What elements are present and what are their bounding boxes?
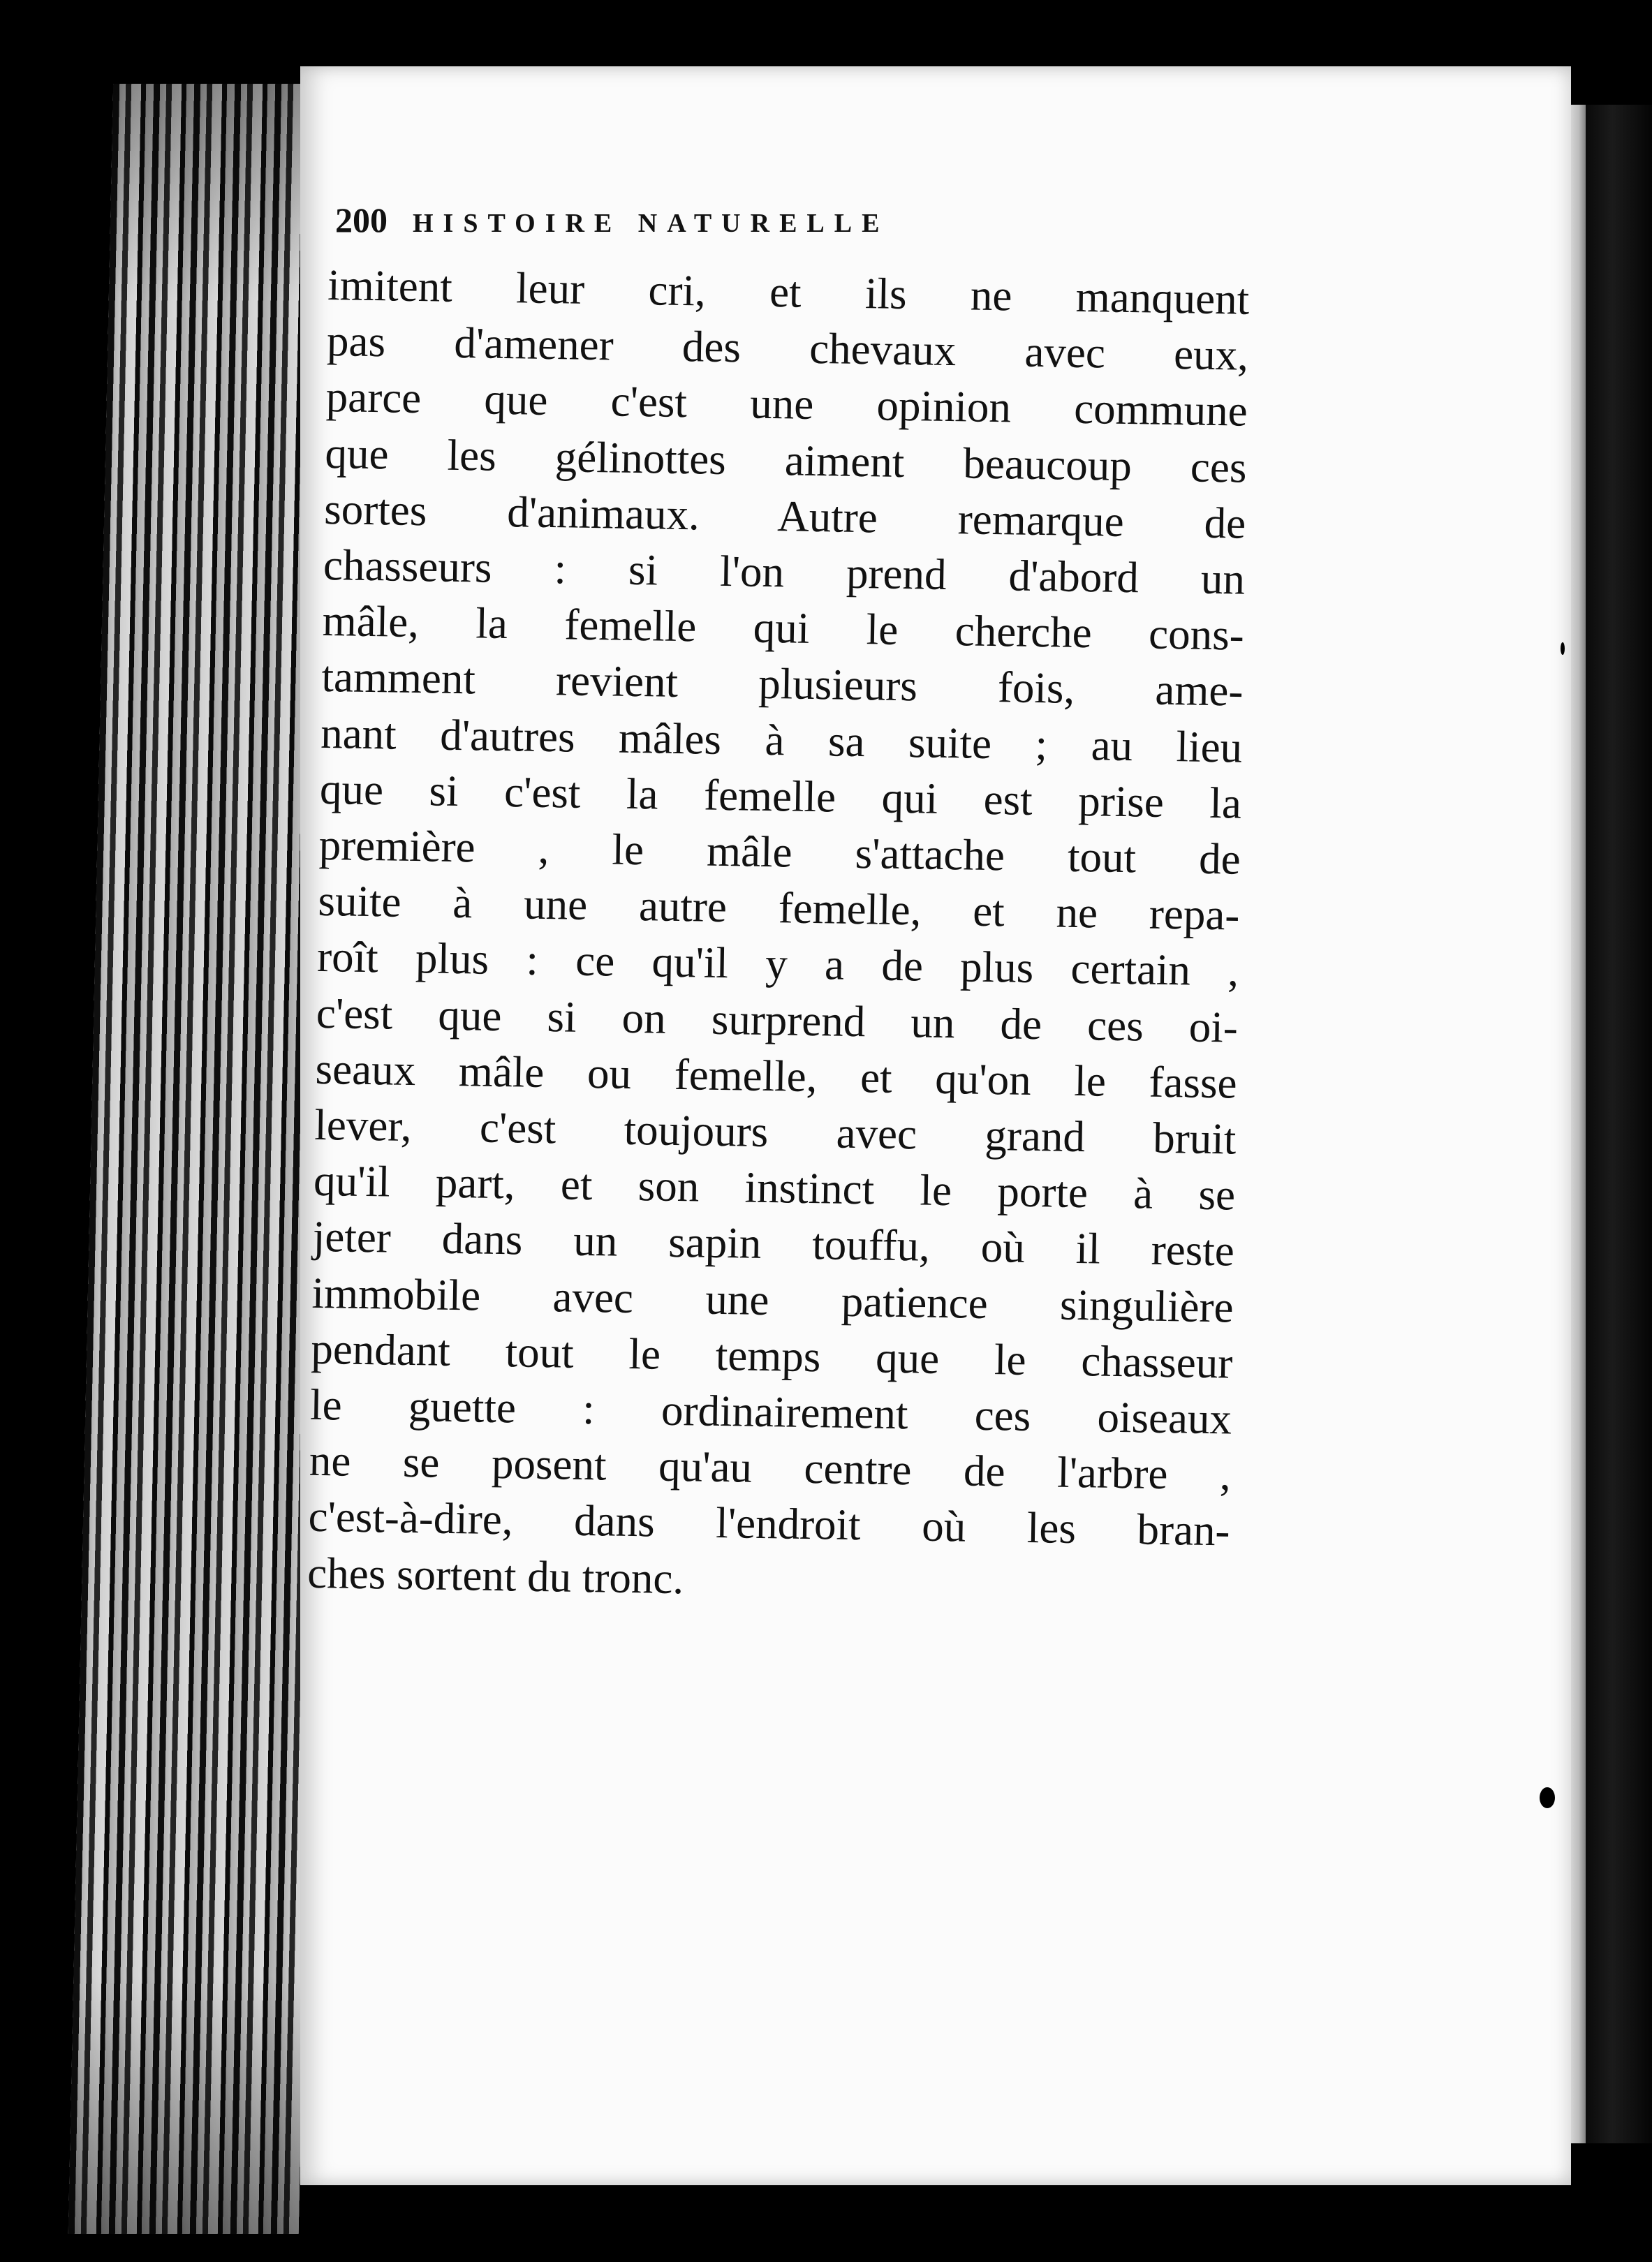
text-line: que les gélinottes aiment beaucoup ces xyxy=(325,428,1247,492)
text-line: ches sortent du tronc. xyxy=(307,1548,684,1603)
ink-speck xyxy=(1540,1787,1555,1808)
text-line: ne se posent qu'au centre de l'arbre , xyxy=(309,1436,1232,1500)
text-line: tamment revient plusieurs fois, ame- xyxy=(321,652,1244,716)
text-line: pas d'amener des chevaux avec eux, xyxy=(326,316,1249,380)
text-line: suite à une autre femelle, et ne repa- xyxy=(317,876,1240,940)
text-line: imitent leur cri, et ils ne manquent xyxy=(327,260,1250,324)
text-line: jeter dans un sapin touffu, où il reste xyxy=(312,1212,1235,1276)
ink-speck xyxy=(1561,642,1565,655)
text-line: lever, c'est toujours avec grand bruit xyxy=(314,1100,1237,1164)
text-line: immobile avec une patience singulière xyxy=(311,1268,1234,1332)
page-number: 200 xyxy=(335,200,388,239)
text-line: c'est que si on surprend un de ces oi- xyxy=(316,988,1239,1052)
text-line: que si c'est la femelle qui est prise la xyxy=(319,764,1242,828)
text-line: mâle, la femelle qui le cherche cons- xyxy=(322,596,1245,660)
text-line: seaux mâle ou femelle, et qu'on le fasse xyxy=(315,1044,1238,1108)
running-header xyxy=(335,200,1236,240)
right-binding-shadow xyxy=(1586,105,1652,2143)
text-line: roît plus : ce qu'il y a de plus certain , xyxy=(316,932,1239,996)
text-line: sortes d'animaux. Autre remarque de xyxy=(323,484,1246,548)
text-line: première , le mâle s'attache tout de xyxy=(318,820,1241,884)
text-line: qu'il part, et son instinct le porte à se xyxy=(313,1156,1236,1220)
text-line: c'est-à-dire, dans l'endroit où les bran- xyxy=(308,1492,1231,1555)
text-line: chasseurs : si l'on prend d'abord un xyxy=(323,540,1246,604)
text-line: parce que c'est une opinion commune xyxy=(325,372,1248,436)
body-text xyxy=(307,257,1250,1615)
text-line: le guette : ordinairement ces oiseaux xyxy=(309,1380,1232,1444)
text-line: pendant tout le temps que le chasseur xyxy=(310,1324,1233,1388)
running-title: HISTOIRE NATURELLE xyxy=(413,209,890,238)
text-line: nant d'autres mâles à sa suite ; au lieu xyxy=(320,708,1243,772)
